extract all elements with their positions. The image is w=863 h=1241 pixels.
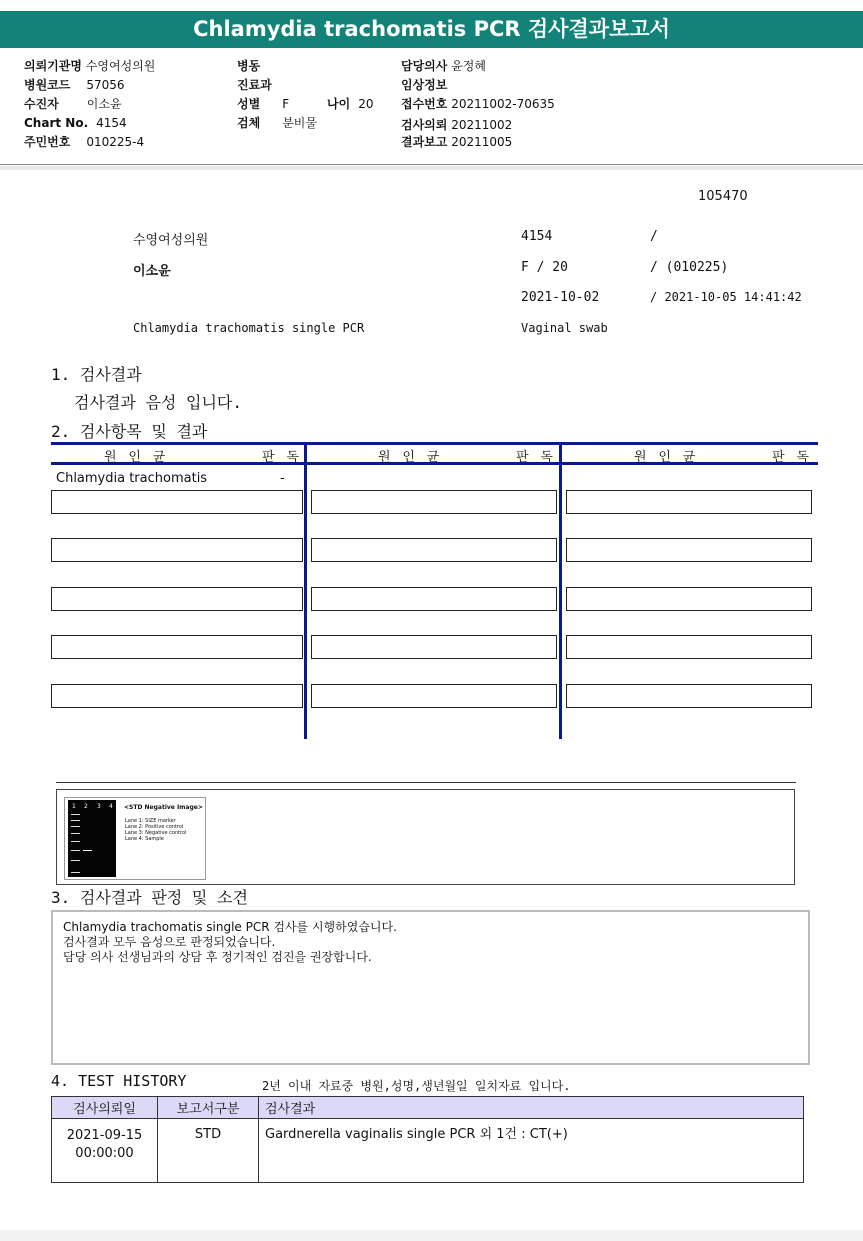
section-2-heading: 2. 검사항목 및 결과 — [51, 422, 208, 441]
info-patient: 이소윤 — [133, 264, 171, 279]
col-result-1: 판 독 — [262, 450, 301, 465]
opinion-line: Chlamydia trachomatis single PCR 검사를 시행하였습니다. — [63, 920, 397, 934]
info-sex-age: F / 20 — [521, 260, 568, 275]
gel-legend-item: Lane 3: Negative control — [125, 830, 187, 836]
history-header-row — [52, 1097, 804, 1119]
section-4-heading: 4. TEST HISTORY — [51, 1072, 187, 1090]
table-col-divider-1 — [304, 442, 307, 739]
lane-label: 3 — [97, 803, 101, 810]
ward-label: 병동 — [237, 59, 261, 73]
empty-result-cell — [311, 490, 557, 514]
clinical-label: 임상정보 — [401, 78, 448, 92]
history-result: Gardnerella vaginalis single PCR 외 1건 : CT(+) — [259, 1119, 804, 1183]
image-top-rule — [56, 782, 796, 783]
history-col-type: 보고서구분 — [158, 1097, 259, 1119]
marker-band — [71, 860, 80, 861]
header-shadow — [0, 166, 863, 170]
history-col-result: 검사결과 — [259, 1097, 804, 1119]
marker-band — [71, 841, 80, 842]
hospital-value: 수영여성의원 — [85, 59, 156, 73]
history-date-cell — [52, 1119, 158, 1183]
request-value: 20211002 — [451, 118, 513, 132]
col-result-3: 판 독 — [772, 450, 811, 465]
empty-result-cell — [51, 490, 303, 514]
info-birth: / (010225) — [650, 260, 729, 275]
opinion-line: 담당 의사 선생님과의 상담 후 정기적인 검진을 권장합니다. — [63, 950, 372, 964]
lane-label: 1 — [72, 803, 76, 810]
empty-result-cell — [566, 490, 812, 514]
history-date: 2021-09-15 — [66, 1128, 143, 1143]
opinion-line: 검사결과 모두 음성으로 판정되었습니다. — [63, 935, 276, 949]
gel-legend-item: Lane 1: SIZE marker — [125, 818, 176, 824]
col-pathogen-2: 원 인 균 — [378, 450, 442, 465]
specimen-label: 검체 — [237, 116, 261, 130]
empty-result-cell — [51, 538, 303, 562]
gel-lanes — [68, 800, 116, 877]
info-request-date: 2021-10-02 — [521, 290, 600, 305]
section-1-result: 검사결과 음성 입니다. — [74, 393, 243, 412]
col-pathogen-1: 원 인 균 — [104, 450, 168, 465]
gel-title: <STD Negative Image> — [124, 804, 203, 811]
code-label: 병원코드 — [24, 78, 71, 92]
section-1-heading: 1. 검사결과 — [51, 365, 142, 384]
patient-label: 수진자 — [24, 97, 59, 111]
lane-label: 4 — [109, 803, 113, 810]
empty-result-cell — [566, 587, 812, 611]
reception-value: 20211002-70635 — [451, 97, 555, 111]
col-pathogen-3: 원 인 균 — [634, 450, 698, 465]
request-row — [401, 116, 512, 133]
info-report-datetime: / 2021-10-05 14:41:42 — [650, 290, 802, 304]
patient-value: 이소윤 — [86, 97, 122, 111]
report-value: 20211005 — [451, 135, 513, 149]
id-label: 주민번호 — [24, 135, 71, 149]
marker-band — [71, 872, 80, 873]
history-type: STD — [158, 1119, 259, 1183]
col-result-2: 판 독 — [516, 450, 555, 465]
empty-result-cell — [566, 635, 812, 659]
chart-row — [24, 116, 127, 130]
age-label: 나이 — [327, 97, 351, 111]
section-3-heading: 3. 검사결과 판정 및 소견 — [51, 888, 248, 907]
info-hospital: 수영여성의원 — [133, 233, 209, 248]
marker-band — [71, 814, 80, 815]
code-row — [24, 76, 125, 93]
marker-band — [71, 850, 80, 851]
patient-row — [24, 95, 122, 112]
opinion-box — [51, 910, 810, 1065]
table-col-divider-2 — [559, 442, 562, 739]
result-row-1-value: - — [280, 471, 285, 486]
empty-result-cell — [51, 635, 303, 659]
serial-number: 105470 — [698, 189, 748, 204]
empty-result-cell — [566, 538, 812, 562]
info-chart: 4154 — [521, 229, 553, 244]
marker-band — [71, 826, 80, 827]
history-note: 2년 이내 자료중 병원,성명,생년월일 일치자료 입니다. — [262, 1079, 571, 1093]
positive-band — [83, 850, 92, 851]
empty-result-cell — [311, 635, 557, 659]
info-specimen: Vaginal swab — [521, 321, 608, 335]
age-row — [327, 95, 373, 112]
id-row — [24, 133, 144, 150]
hospital-label: 의뢰기관명 — [24, 59, 82, 73]
info-slash: / — [650, 229, 658, 244]
gel-legend-item: Lane 4: Sample — [125, 836, 164, 842]
sex-value: F — [282, 97, 290, 111]
result-row-1-pathogen: Chlamydia trachomatis — [56, 471, 208, 486]
marker-band — [71, 820, 80, 821]
dept-label: 진료과 — [237, 78, 272, 92]
request-label: 검사의뢰 — [401, 118, 448, 132]
empty-result-cell — [311, 587, 557, 611]
age-value: 20 — [358, 97, 374, 111]
id-value: 010225-4 — [86, 135, 145, 149]
empty-result-cell — [51, 587, 303, 611]
clinical-row — [401, 76, 447, 93]
empty-result-cell — [311, 684, 557, 708]
empty-result-cell — [51, 684, 303, 708]
history-table — [51, 1096, 804, 1183]
ward-row — [237, 57, 260, 74]
lane-label: 2 — [84, 803, 88, 810]
report-title: Chlamydia trachomatis PCR 검사결과보고서 — [0, 11, 863, 48]
sex-row — [237, 95, 289, 112]
report-row — [401, 133, 512, 150]
doctor-value: 윤정혜 — [451, 59, 486, 73]
doctor-row — [401, 57, 486, 74]
gel-image — [64, 797, 206, 880]
marker-band — [71, 833, 80, 834]
hospital-row — [24, 57, 155, 74]
history-col-date: 검사의뢰일 — [52, 1097, 158, 1119]
report-label: 결과보고 — [401, 135, 448, 149]
code-value: 57056 — [86, 78, 125, 92]
reception-label: 접수번호 — [401, 97, 448, 111]
chart-label: Chart No. — [24, 116, 89, 130]
table-top-rule — [51, 442, 818, 445]
header-divider — [0, 164, 863, 165]
gel-legend-item: Lane 2: Positive control — [125, 824, 184, 830]
reception-row — [401, 95, 555, 112]
sex-label: 성별 — [237, 97, 261, 111]
chart-value: 4154 — [96, 116, 127, 130]
specimen-row — [237, 114, 317, 131]
empty-result-cell — [311, 538, 557, 562]
specimen-value: 분비물 — [282, 116, 317, 130]
empty-result-cell — [566, 684, 812, 708]
info-test-name: Chlamydia trachomatis single PCR — [133, 321, 365, 335]
dept-row — [237, 76, 272, 93]
history-time: 00:00:00 — [75, 1146, 134, 1161]
table-row — [52, 1119, 804, 1183]
doctor-label: 담당의사 — [401, 59, 448, 73]
